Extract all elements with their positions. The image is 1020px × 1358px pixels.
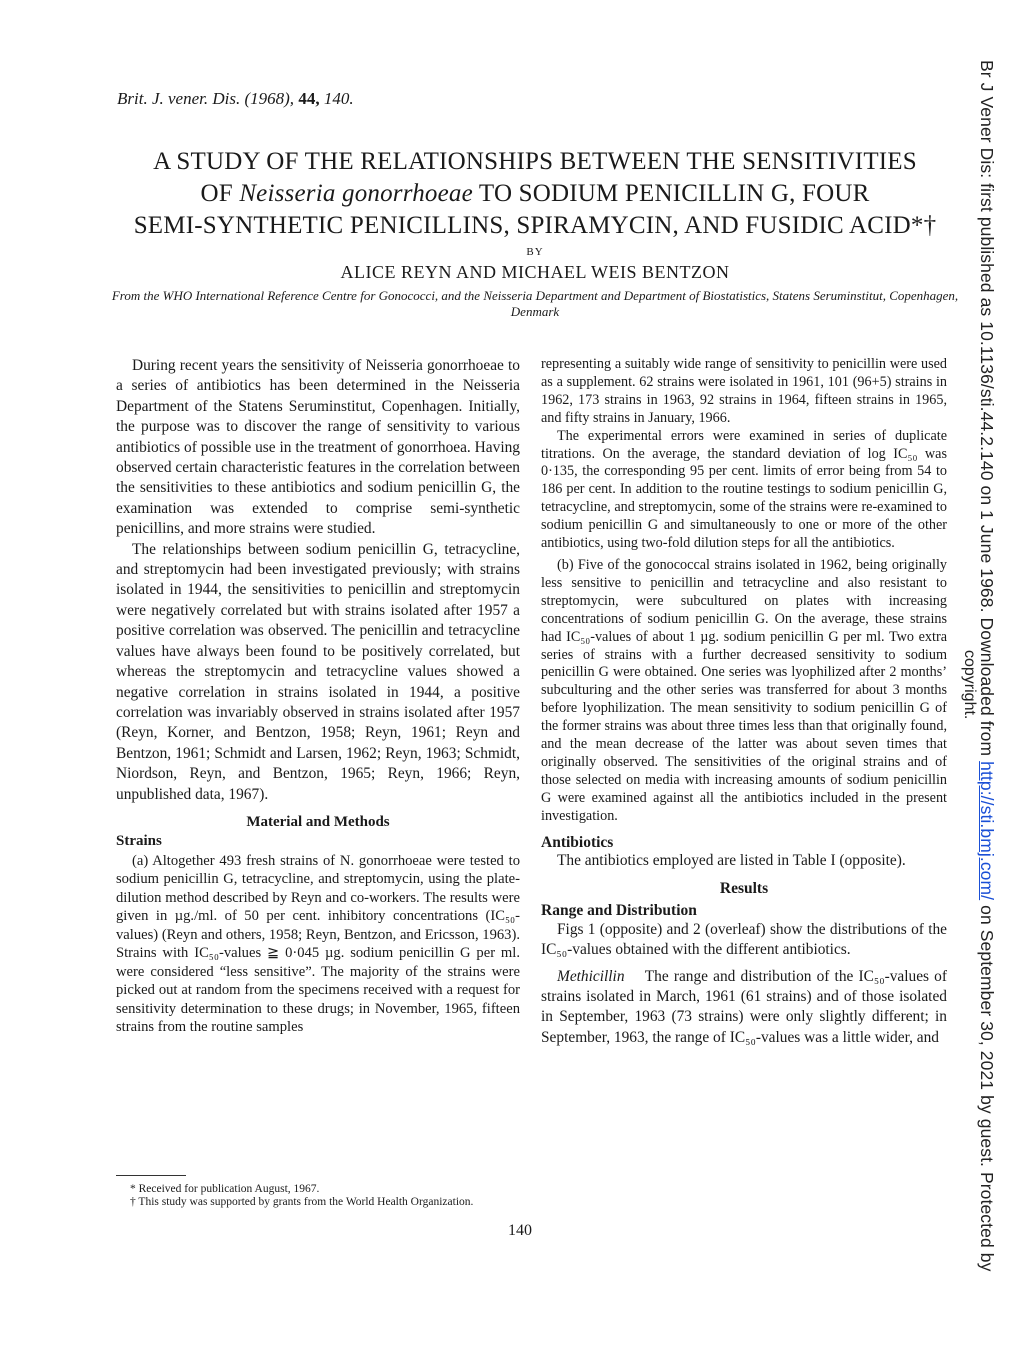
- errors-paragraph: The experimental errors were examined in series of duplicate titrations. On the average, the standard deviation of log IC₅₀ was 0·135, the corresponding 95 per cent. limits of error being from 54 to 186 per cent. In addition to the routine testings to sodium penicillin G, tetracycline, and streptomycin, some of the strains were re-examined to sodium penicillin G and simultaneously to one or more of the other antibiotics, using two-fold dilution steps for all the antibiotics.: [541, 427, 947, 552]
- heading-material-methods: Material and Methods: [246, 813, 390, 830]
- intro-paragraph-1: During recent years the sensitivity of Neisseria gonorrhoeae to a series of antibiotics has been determined in the Neisseria Department of the Statens Seruminstitut, Copenhagen. Initially, the purpose was to discover the range of sensitivity to various antibiotics of possible use in the treatment of gonorrhoea. Having observed certain characteristic features in the correlation between the sensitivities to these antibiotics and sodium penicillin G, the examination was extended to comprise semi-synthetic penicillins, and more strains were studied.: [116, 357, 520, 538]
- intro-paragraph-2: The relationships between sodium penicillin G, tetracycline, and streptomycin had been investigated previously; with strains isolated in 1944, the sensitivities to penicillin and streptomycin were negatively correlated but with strains isolated after 1957 a positive correlation was observed. The penicillin and tetracycline values have always been found to be positively correlated, but whereas the streptomycin and tetracycline values showed a negative correlation in strains isolated in 1944, a positive correlation was invariably observed in strains isolated after 1957 (Reyn, Korner, and Bentzon, 1958; Reyn, 1961; Reyn and Bentzon, 1961; Schmidt and Larsen, 1962; Reyn, 1963; Schmidt, Niordson, Reyn, and Bentzon, 1965; Reyn, 1966; Reyn, unpublished data, 1967).: [116, 540, 520, 803]
- title-line-3: SEMI-SYNTHETIC PENICILLINS, SPIRAMYCIN, AND FUSIDIC ACID*†: [133, 212, 937, 239]
- by-label: BY: [526, 246, 544, 258]
- methicillin-paragraph: Methicillin The range and distribution of the IC₅₀-values of strains isolated in March, 1961 (61 strains) and of those isolated in September, 1963 (73 strains) were only slightly different; in September, 1963, the range of IC₅₀-values was a little wider, and: [541, 967, 947, 1046]
- affiliation: From the WHO International Reference Centre for Gonococci, and the Neisseria Department and Department of Biostatistics, Statens Seruminstitut, Copenhagen, Denmark: [111, 288, 959, 319]
- journal-year: (1968),: [244, 89, 295, 108]
- antibiotics-paragraph: The antibiotics employed are listed in Table I (opposite).: [557, 852, 906, 870]
- organism-name: Neisseria gonorrhoeae: [239, 180, 473, 207]
- strains-paragraph-a: (a) Altogether 493 fresh strains of N. gonorrhoeae were tested to sodium penicillin G, tetracycline, and streptomycin, using the plate-dilution method described by Reyn and co-workers. The results were given in µg./ml. of 50 per cent. inhibitory concentrations (IC₅₀-values) (Reyn and others, 1958; Reyn, Bentzon, and Ericsson, 1963). Strains with IC₅₀-values ≧ 0·045 µg. sodium penicillin G per ml. were considered “less sensitive”. The majority of the strains were picked out at random from the specimens received with a request for sensitivity determination to these drugs; in November, 1965, fifteen strains from the routine samples: [116, 852, 520, 1036]
- journal-link[interactable]: http://sti.bmj.com/: [977, 761, 997, 901]
- heading-results: Results: [719, 879, 769, 897]
- download-notice: Br J Vener Dis: first published as 10.1136/sti.44.2.140 on 1 June 1968. Downloaded from http://sti.bmj.com/ on September 30, 2021 by guest. Protected by: [977, 60, 997, 1272]
- heading-range-distribution: Range and Distribution: [541, 901, 697, 919]
- journal-citation: [117, 89, 354, 109]
- journal-name: Brit. J. vener. Dis.: [117, 89, 241, 108]
- copyright-notice: copyright.: [961, 650, 978, 720]
- article-title: [100, 146, 970, 242]
- range-paragraph: Figs 1 (opposite) and 2 (overleaf) show the distributions of the IC₅₀-values obtained with the different antibiotics.: [541, 920, 947, 959]
- authors: ALICE REYN AND MICHAEL WEIS BENTZON: [340, 262, 730, 282]
- continued-paragraph: representing a suitably wide range of sensitivity to penicillin were used as a supplement. 62 strains were isolated in 1961, 101 (96+5) strains in 1962, 173 strains in 1963, 92 strains in 1964, fifteen strains in 1965, and fifty strains in January, 1966.: [541, 356, 947, 426]
- page-number: 140: [508, 1222, 532, 1239]
- footnotes: [116, 1183, 520, 1208]
- footnote-rule: [116, 1175, 186, 1176]
- left-column: [116, 356, 520, 1037]
- journal-volume: 44,: [298, 89, 320, 108]
- heading-strains: Strains: [116, 833, 162, 850]
- footnote-support: † This study was supported by grants from the World Health Organization.: [130, 1195, 474, 1208]
- strains-paragraph-b: (b) Five of the gonococcal strains isolated in 1962, being originally less sensitive to penicillin and tetracycline and also resistant to streptomycin, were subcultured on plates with increasing concentrations of sodium penicillin G. On the average, these strains had IC₅₀-values of about 1 µg. sodium penicillin G per ml. Two extra series of strains with a further decreased sensitivity to sodium penicillin G were obtained. One series was lyophilized after 2 months’ subculturing and the other series was transferred for about 3 months before lyophilization. The mean sensitivity to sodium penicillin G of the former strains was about three times less than that originally found, and the mean decrease of the latter was about seven times that originally observed. The sensitivities of the original strains and of those selected on media with increasing amounts of sodium penicillin G were examined against all the antibiotics included in the present investigation.: [541, 556, 947, 824]
- title-line-1: A STUDY OF THE RELATIONSHIPS BETWEEN THE SENSITIVITIES: [153, 148, 917, 175]
- methicillin-label: Methicillin: [557, 967, 625, 985]
- right-column: [541, 356, 947, 1048]
- heading-antibiotics: Antibiotics: [541, 833, 614, 851]
- title-line-2: OF Neisseria gonorrhoeae TO SODIUM PENICILLIN G, FOUR: [200, 180, 870, 207]
- footnote-received: * Received for publication August, 1967.: [130, 1183, 320, 1195]
- journal-page: 140.: [323, 89, 354, 108]
